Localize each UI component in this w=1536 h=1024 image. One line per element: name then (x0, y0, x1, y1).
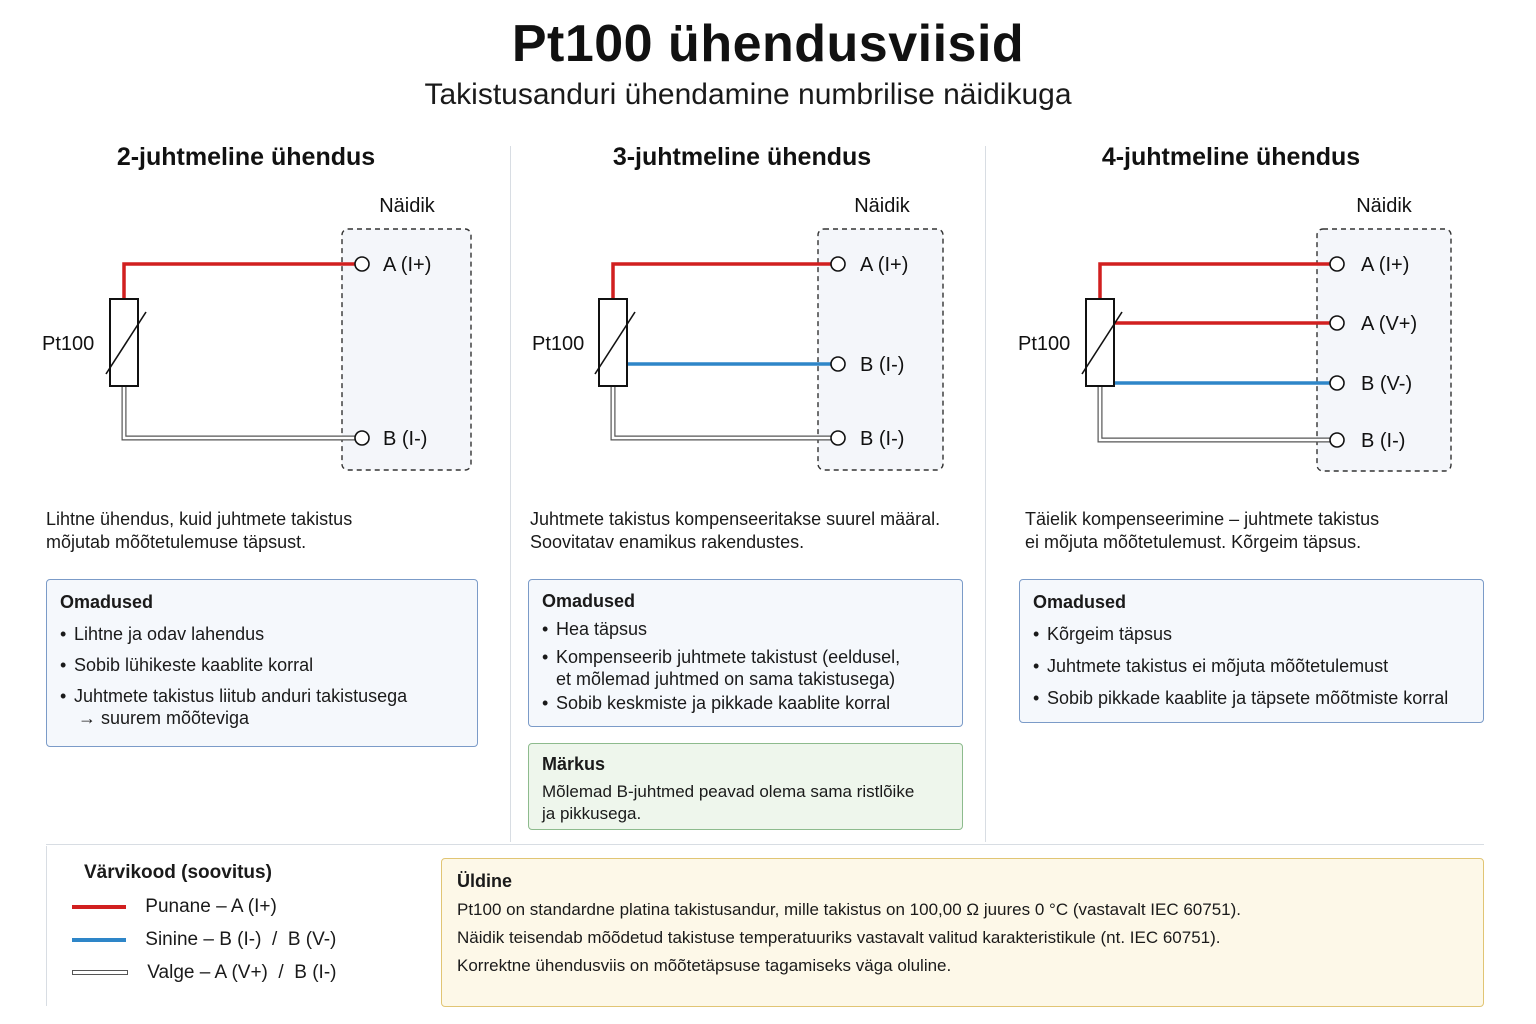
list-item: • Juhtmete takistus ei mõjuta mõõtetulemust (1033, 655, 1470, 677)
general-heading: Üldine (457, 871, 513, 891)
red-wire-swatch (72, 905, 126, 909)
diagram-4wire (1018, 195, 1451, 471)
list-item: • Hea täpsus (542, 618, 949, 640)
legend-title: Värvikood (soovitus) (84, 862, 272, 883)
list-item-continuation: et mõlemad juhtmed on sama takistusega) (556, 669, 896, 689)
diagram-3wire (532, 195, 943, 470)
legend-item-blue: Sinine – B (I-) / B (V-) (72, 929, 336, 951)
legend-item-red: Punane – A (I+) (72, 896, 277, 918)
blue-wire-swatch (72, 938, 126, 942)
diagram-2wire (42, 195, 471, 470)
terminal-label: A (I+) (1361, 254, 1410, 276)
legend-divider (46, 846, 47, 1006)
general-line: Pt100 on standardne platina takistusandur, mille takistus on 100,00 Ω juures 0 °C (vastavalt IEC 60751). (457, 900, 1242, 919)
white-wire-swatch (72, 970, 128, 975)
sensor-label: Pt100 (42, 333, 95, 355)
terminal-label: B (V-) (1361, 373, 1413, 395)
display-label: Näidik (379, 195, 435, 217)
box-heading: Omadused (1033, 592, 1127, 612)
list-item: • Sobib lühikeste kaablite korral (60, 654, 464, 676)
terminal-label: A (I+) (383, 254, 432, 276)
list-item-continuation: → suurem mõõteviga (78, 708, 250, 728)
terminal (1330, 433, 1344, 447)
display-label: Näidik (1356, 195, 1412, 217)
general-info-box (441, 858, 1484, 1007)
box-heading: Omadused (542, 591, 636, 611)
properties-box-4wire (1019, 579, 1484, 723)
terminal (831, 257, 845, 271)
terminal (1330, 316, 1344, 330)
list-item: • Sobib pikkade kaablite ja täpsete mõõtmiste korral (1033, 687, 1470, 709)
sensor-resistor (110, 299, 138, 386)
properties-box-3wire (528, 579, 963, 727)
list-item: • Juhtmete takistus liitub anduri takistusega (60, 685, 464, 707)
wire-white (613, 386, 832, 438)
terminal (831, 431, 845, 445)
page-subtitle: Takistusanduri ühendamine numbrilise näidikuga (424, 78, 1072, 111)
general-line: Näidik teisendab mõõdetud takistuse temperatuuriks vastavalt valitud karakteristikule (nt. IEC 60751). (457, 928, 1221, 947)
wire-red (1100, 264, 1331, 299)
description-4wire: Täielik kompenseerimine – juhtmete takistus ei mõjuta mõõtetulemust. Kõrgeim täpsus. (1025, 509, 1380, 552)
terminal-label: A (V+) (1361, 313, 1418, 335)
description-2wire: Lihtne ühendus, kuid juhtmete takistus mõjutab mõõtetulemuse täpsust. (46, 509, 353, 552)
column-title-4wire: 4-juhtmeline ühendus (1101, 143, 1361, 171)
terminal-label: B (I-) (860, 354, 905, 376)
list-item: • Kõrgeim täpsus (1033, 623, 1470, 645)
description-3wire: Juhtmete takistus kompenseeritakse suurel määral. Soovitatav enamikus rakendustes. (530, 509, 941, 552)
column-title-2wire: 2-juhtmeline ühendus (116, 143, 376, 171)
terminal-label: B (I-) (383, 428, 428, 450)
list-item: • Lihtne ja odav lahendus (60, 623, 464, 645)
terminal-label: B (I-) (860, 428, 905, 450)
terminal (1330, 257, 1344, 271)
sensor-label: Pt100 (1018, 333, 1071, 355)
wire-red (124, 264, 356, 299)
wire-white (1100, 386, 1331, 440)
sensor-label: Pt100 (532, 333, 585, 355)
terminal (831, 357, 845, 371)
display-label: Näidik (854, 195, 910, 217)
list-item: • Kompenseerib juhtmete takistust (eeldusel, (542, 646, 949, 668)
note-box: Märkus Mõlemad B-juhtmed peavad olema sama ristlõike ja pikkusega. (528, 743, 963, 830)
terminal (355, 431, 369, 445)
general-line: Korrektne ühendusviis on mõõtetäpsuse tagamiseks väga oluline. (457, 956, 952, 975)
page-title: Pt100 ühendusviisid (511, 15, 1025, 73)
terminal-label: A (I+) (860, 254, 909, 276)
sensor-resistor (599, 299, 627, 386)
sensor-resistor (1086, 299, 1114, 386)
wire-red (613, 264, 832, 299)
list-item: • Sobib keskmiste ja pikkade kaablite korral (542, 692, 949, 714)
terminal (1330, 376, 1344, 390)
legend-item-white: Valge – A (V+) / B (I-) (72, 962, 336, 984)
terminal (355, 257, 369, 271)
wire-white (124, 386, 356, 438)
terminal-label: B (I-) (1361, 430, 1406, 452)
note-heading: Märkus (542, 754, 606, 774)
properties-box-2wire (46, 579, 478, 747)
box-heading: Omadused (60, 592, 154, 612)
column-title-3wire: 3-juhtmeline ühendus (612, 143, 872, 171)
